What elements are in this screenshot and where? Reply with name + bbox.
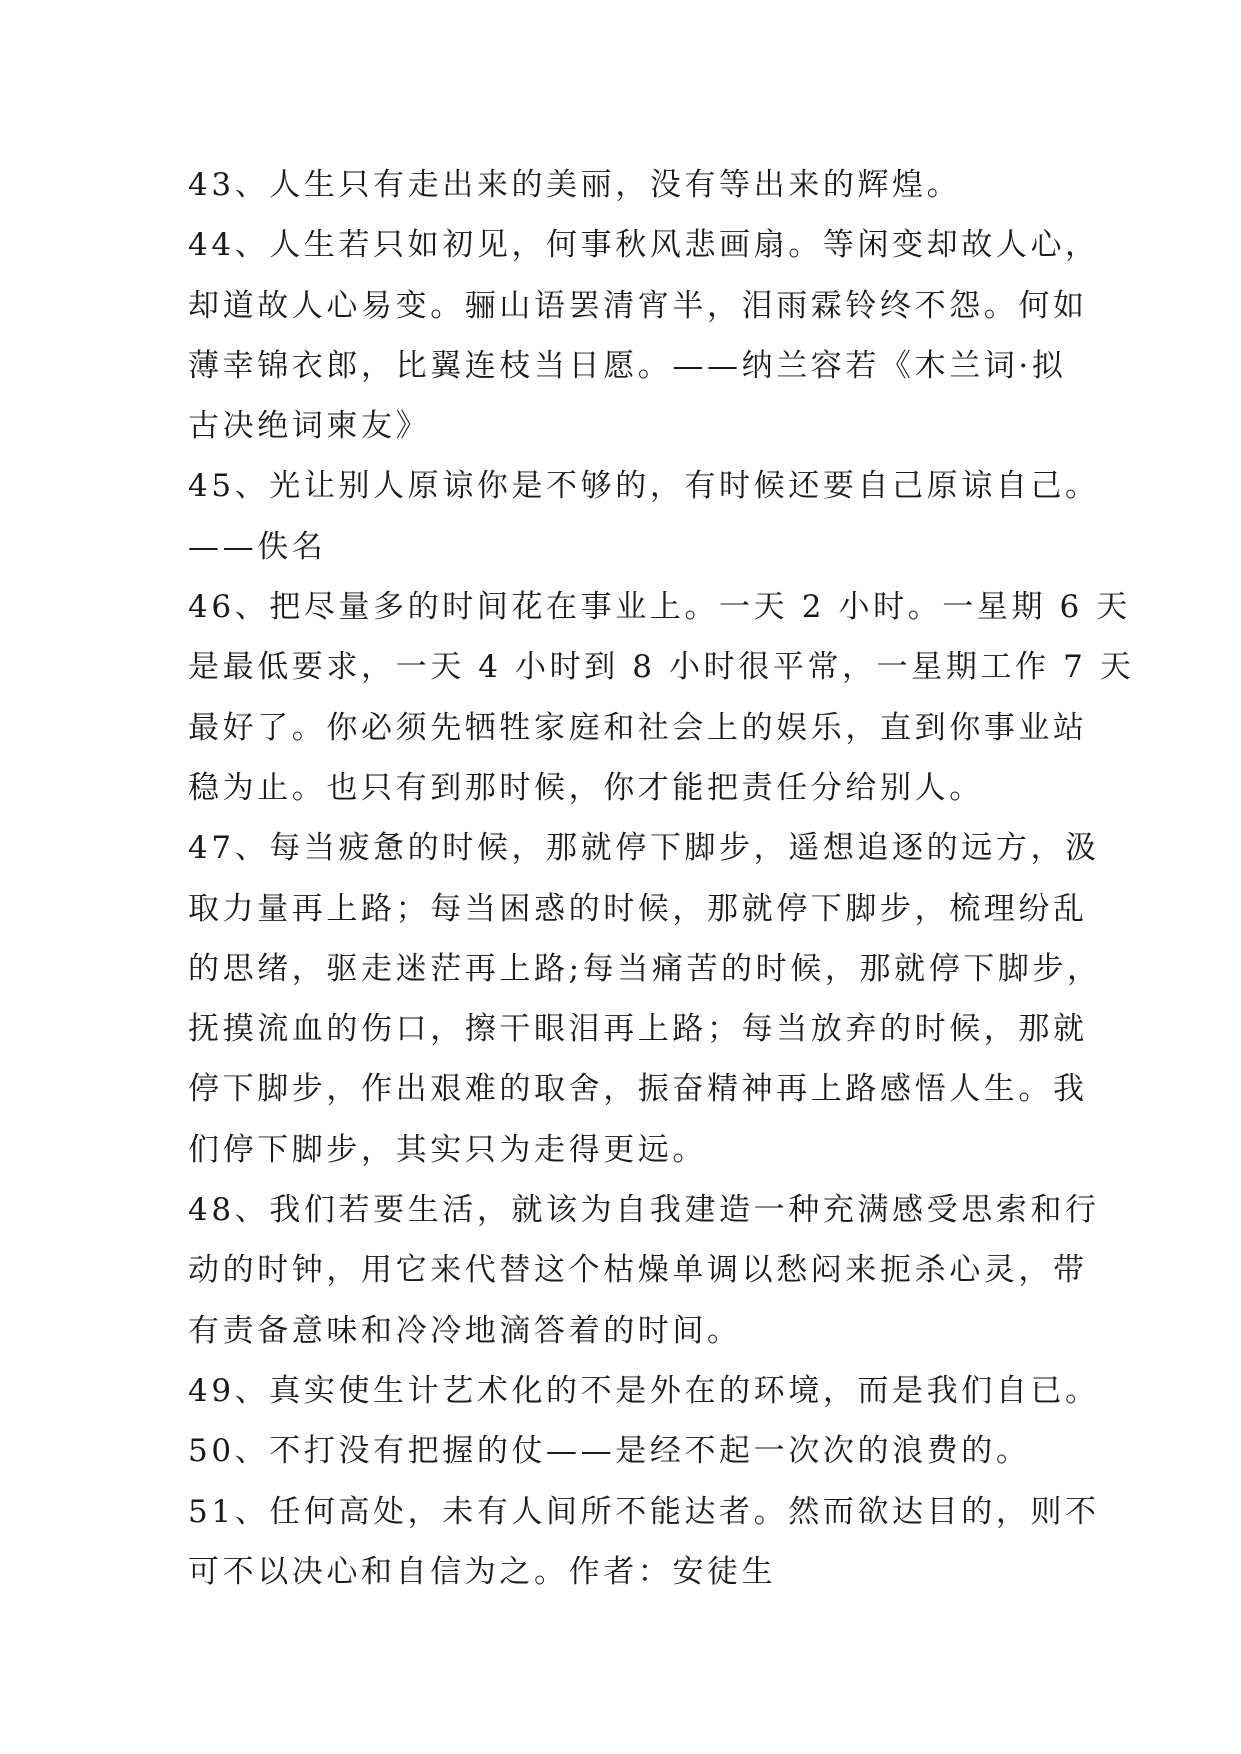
- quote-line: 停下脚步，作出艰难的取舍，振奋精神再上路感悟人生。我: [188, 1071, 1088, 1108]
- quote-line: 43、人生只有走出来的美丽，没有等出来的辉煌。: [188, 167, 962, 203]
- quote-line: 45、光让别人原谅你是不够的，有时候还要自己原谅自己。: [188, 468, 1100, 505]
- quote-line: ——佚名: [188, 528, 327, 565]
- quote-line: 有责备意味和冷冷地滴答着的时间。: [188, 1312, 742, 1349]
- quote-line: 稳为止。也只有到那时候，你才能把责任分给别人。: [188, 769, 984, 806]
- quote-line: 最好了。你必须先牺牲家庭和社会上的娱乐，直到你事业站: [188, 709, 1088, 746]
- quote-line: 47、每当疲惫的时候，那就停下脚步，遥想追逐的远方，汲: [188, 830, 1100, 867]
- quote-line: 可不以决心和自信为之。作者：安徒生: [188, 1553, 777, 1590]
- quote-line: 50、不打没有把握的仗——是经不起一次次的浪费的。: [188, 1433, 1031, 1470]
- quote-line: 的思绪，驱走迷茫再上路;每当痛苦的时候，那就停下脚步，: [188, 950, 1102, 987]
- quote-line: 取力量再上路；每当困惑的时候，那就停下脚步，梳理纷乱: [188, 890, 1088, 927]
- quote-line: 46、把尽量多的时间花在事业上。一天 2 小时。一星期 6 天: [188, 589, 1131, 626]
- quote-line: 是最低要求，一天 4 小时到 8 小时很平常，一星期工作 7 天: [188, 649, 1135, 686]
- quote-entry-48: [188, 1180, 1100, 1361]
- quote-line: 们停下脚步，其实只为走得更远。: [188, 1131, 707, 1168]
- quote-entry-43: [188, 155, 1068, 215]
- quote-line: 却道故人心易变。骊山语罢清宵半，泪雨霖铃终不怨。何如: [188, 287, 1088, 324]
- quote-entry-50: [188, 1421, 1068, 1481]
- quote-entry-47: [188, 818, 1102, 1180]
- quote-line: 51、任何高处，未有人间所不能达者。然而欲达目的，则不: [188, 1493, 1100, 1530]
- quote-line: 动的时钟，用它来代替这个枯燥单调以愁闷来扼杀心灵，带: [188, 1252, 1088, 1289]
- quote-line: 49、真实使生计艺术化的不是外在的环境，而是我们自已。: [188, 1372, 1100, 1409]
- quote-line: 44、人生若只如初见，何事秋风悲画扇。等闲变却故人心，: [188, 227, 1100, 264]
- quote-entry-49: [188, 1361, 1100, 1421]
- quote-entry-46: [188, 577, 1135, 818]
- quote-entry-51: [188, 1482, 1100, 1603]
- quote-line: 薄幸锦衣郎，比翼连枝当日愿。——纳兰容若《木兰词·拟: [188, 347, 1067, 384]
- quote-entry-44: [188, 215, 1100, 456]
- quote-line: 48、我们若要生活，就该为自我建造一种充满感受思索和行: [188, 1192, 1100, 1229]
- quote-line: 古决绝词柬友》: [188, 408, 431, 445]
- quote-line: 抚摸流血的伤口，擦干眼泪再上路；每当放弃的时候，那就: [188, 1011, 1088, 1048]
- quote-entry-45: [188, 456, 1100, 577]
- quote-list: [188, 155, 1135, 1602]
